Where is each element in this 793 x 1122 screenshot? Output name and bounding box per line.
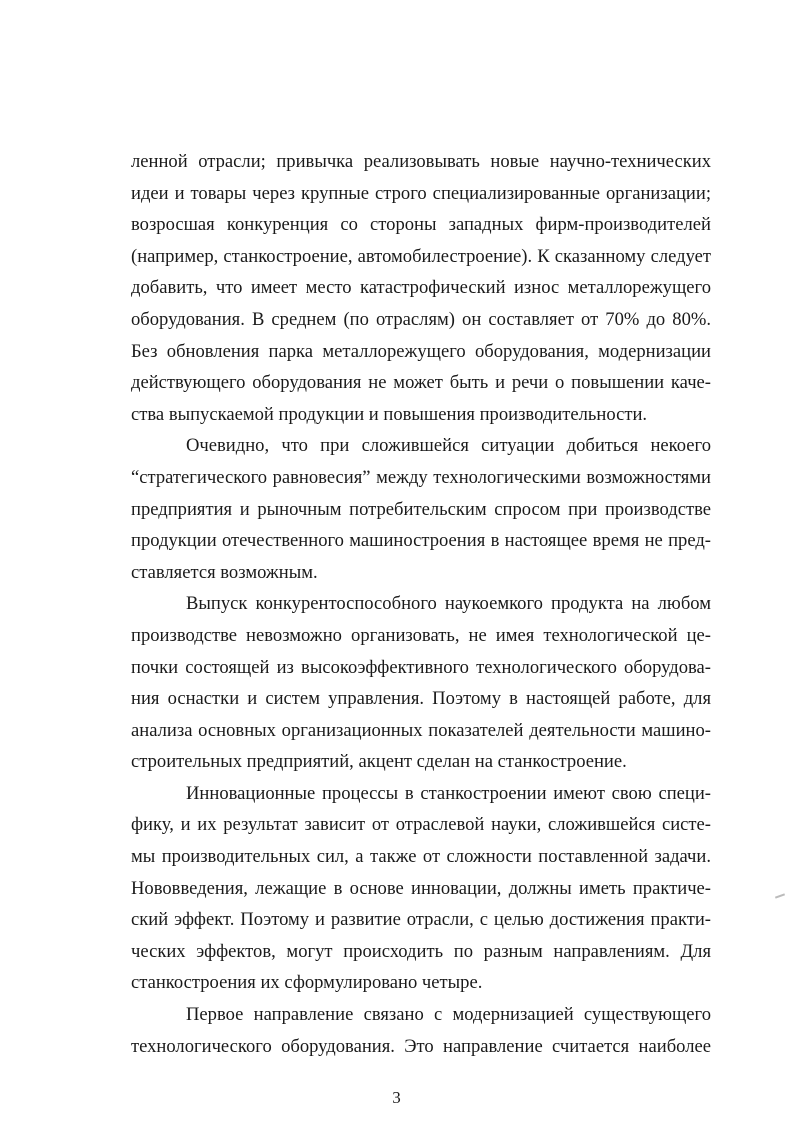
text-line: ческих эффектов, могут происходить по разным направлениям. Для (131, 940, 711, 962)
text-line: оборудования. В среднем (по отраслям) он составляет от 70% до 80%. (131, 308, 711, 330)
text-line: действующего оборудования не может быть и речи о повышении каче- (131, 372, 711, 394)
paragraph (131, 146, 711, 430)
text-line: строительных предприятий, акцент сделан на станкостроение. (131, 751, 627, 773)
text-line: “стратегического равновесия” между технологическими возможностями (131, 466, 711, 488)
text-line: идеи и товары через крупные строго специализированные организации; (131, 182, 711, 204)
scan-artifact (775, 893, 785, 898)
text-line: ский эффект. Поэтому и развитие отрасли, с целью достижения практи- (131, 909, 711, 931)
body-text (131, 146, 711, 1062)
text-line: предприятия и рыночным потребительским спросом при производстве (131, 498, 711, 520)
text-line: почки состоящей из высокоэффективного технологического оборудова- (131, 656, 711, 678)
text-line: Первое направление связано с модернизацией существующего (186, 1004, 711, 1026)
text-line: ства выпускаемой продукции и повышения производительности. (131, 403, 648, 425)
text-line: станкостроения их сформулировано четыре. (131, 972, 483, 994)
text-line: технологического оборудования. Это направление считается наиболее (131, 1035, 711, 1057)
text-line: Без обновления парка металлорежущего оборудования, модернизации (131, 340, 711, 362)
paragraph (131, 588, 711, 778)
text-line: фику, и их результат зависит от отраслевой науки, сложившейся систе- (131, 814, 711, 836)
text-line: анализа основных организационных показателей деятельности машино- (131, 719, 711, 741)
text-line: мы производительных сил, а также от сложности поставленной задачи. (131, 846, 711, 868)
text-line: продукции отечественного машиностроения в настоящее время не пред- (131, 530, 711, 552)
text-line: Нововведения, лежащие в основе инновации, должны иметь практиче- (131, 877, 711, 899)
text-line: Инновационные процессы в станкостроении имеют свою специ- (186, 782, 711, 804)
text-line: ленной отрасли; привычка реализовывать новые научно-технических (131, 151, 711, 172)
page-number: 3 (392, 1088, 401, 1107)
text-line: (например, станкостроение, автомобилестроение). К сказанному следует (131, 245, 711, 267)
text-line: добавить, что имеет место катастрофический износ металлорежущего (131, 277, 711, 299)
text-line: ставляется возможным. (131, 561, 318, 583)
paragraph (131, 778, 711, 999)
text-line: Очевидно, что при сложившейся ситуации добиться некоего (186, 435, 711, 457)
text-line: ния оснастки и систем управления. Поэтому в настоящей работе, для (131, 688, 711, 710)
paragraph (131, 430, 711, 588)
text-line: возросшая конкуренция со стороны западных фирм-производителей (131, 214, 711, 236)
paragraph (131, 999, 711, 1062)
text-line: Выпуск конкурентоспособного наукоемкого продукта на любом (186, 593, 711, 615)
text-line: производстве невозможно организовать, не имея технологической це- (131, 624, 711, 646)
